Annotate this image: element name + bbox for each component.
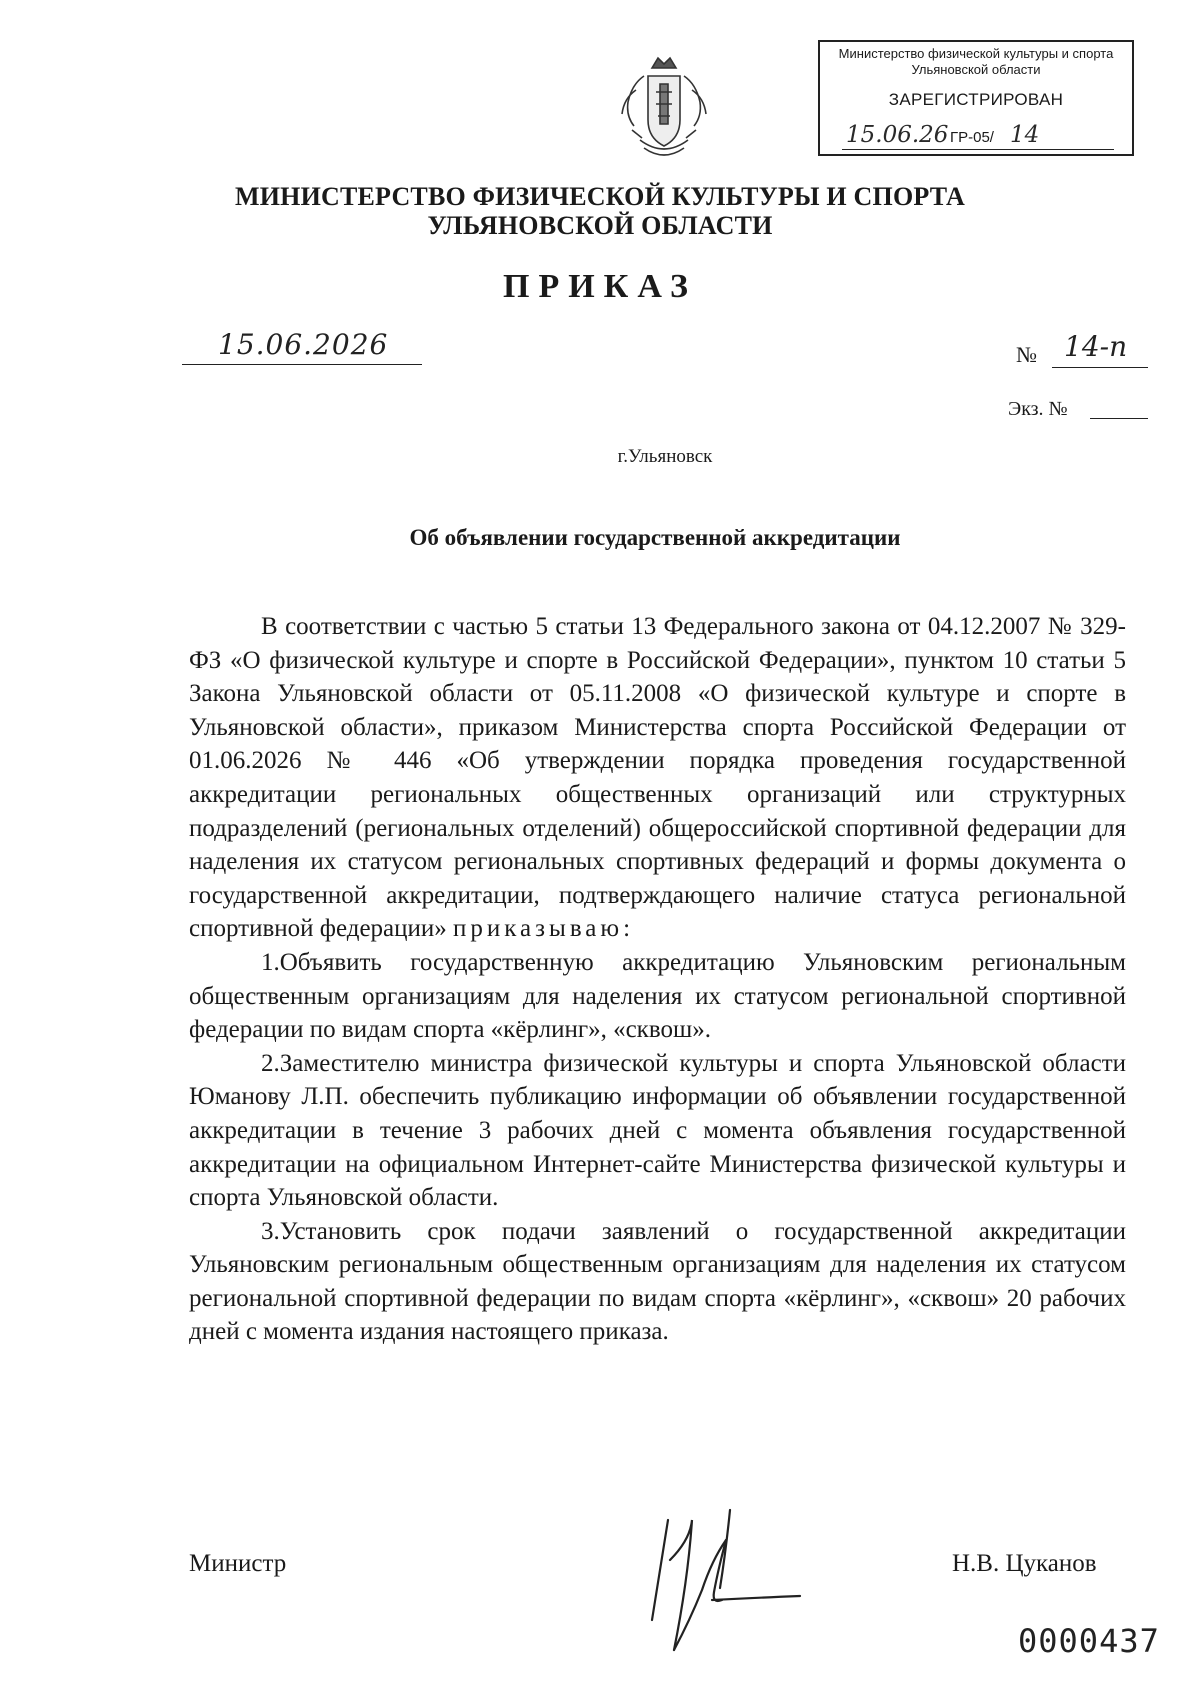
copy-number-label: Экз. № — [1008, 398, 1068, 420]
preamble-paragraph — [189, 610, 1126, 946]
stamp-status: ЗАРЕГИСТРИРОВАН — [888, 90, 1064, 109]
stamp-registration-row — [820, 122, 1132, 152]
number-underline — [1052, 367, 1148, 368]
stamp-prefix: ГР-05/ — [950, 129, 994, 146]
registration-stamp — [818, 40, 1134, 156]
stamp-number: 14 — [1010, 122, 1040, 148]
document-type: ПРИКАЗ — [503, 268, 697, 305]
handwritten-signature-icon — [630, 1500, 830, 1680]
order-body — [189, 610, 1126, 1349]
order-item-2: 2.Заместителю министра физической культуры и спорта Ульяновской области Юманову Л.П. обеспечить публикацию информации об объявлении государственной аккредитации в течение 3 рабочих дней с момента объявления государственной аккредитации на официальном Интернет-сайте Министерства физической культуры и спорта Ульяновской области. — [189, 1049, 1126, 1212]
order-number: 14-п — [1064, 330, 1128, 363]
ministry-title — [0, 182, 1200, 240]
stamp-region-line: Ульяновской области — [911, 62, 1041, 77]
copy-number-underline — [1090, 418, 1148, 419]
order-word: приказываю: — [453, 915, 635, 943]
ministry-title-line2: УЛЬЯНОВСКОЙ ОБЛАСТИ — [427, 211, 773, 240]
order-item-1: 1.Объявить государственную аккредитацию Ульяновским региональным общественным организациям для наделения их статусом региональной спортивной федерации по видам спорта «кёрлинг», «сквош». — [189, 948, 1126, 1044]
stamp-underline — [842, 149, 1114, 150]
stamp-ministry-line: Министерство физической культуры и спорта — [838, 46, 1114, 61]
preamble-text: В соответствии с частью 5 статьи 13 Федерального закона от 04.12.2007 № 329-ФЗ «О физической культуре и спорте в Российской Федерации», пунктом 10 статьи 5 Закона Ульяновской области от 05.11.2008 «О физической культуре и спорте в Ульяновской области», приказом Министерства спорта Российской Федерации от 01.06.2026 № 446 «Об утверждении порядка проведения государственной аккредитации региональных общественных организаций или структурных подразделений (региональных отделений) общероссийской спортивной федерации для наделения их статусом региональных спортивных федераций и формы документа о государственной аккредитации, подтверждающего наличие статуса региональной спортивной федерации» — [189, 613, 1126, 943]
order-item-3: 3.Установить срок подачи заявлений о государственной аккредитации Ульяновским региональным общественным организациям для наделения их статусом региональной спортивной федерации по видам спорта «кёрлинг», «сквош» 20 рабочих дней с момента издания настоящего приказа. — [189, 1217, 1126, 1346]
order-subject: Об объявлении государственной аккредитации — [409, 525, 901, 550]
stamp-date: 15.06.26 — [846, 122, 949, 148]
date-underline — [182, 364, 422, 365]
signatory-name: Н.В. Цуканов — [952, 1550, 1097, 1577]
signatory-title: Министр — [189, 1550, 287, 1577]
city: г.Ульяновск — [617, 446, 713, 467]
order-date: 15.06.2026 — [218, 328, 389, 361]
coat-of-arms-icon — [614, 54, 714, 162]
serial-number: 0000437 — [1018, 1622, 1160, 1660]
number-label: № — [1016, 342, 1037, 367]
ministry-title-line1: МИНИСТЕРСТВО ФИЗИЧЕСКОЙ КУЛЬТУРЫ И СПОРТА — [234, 182, 965, 211]
